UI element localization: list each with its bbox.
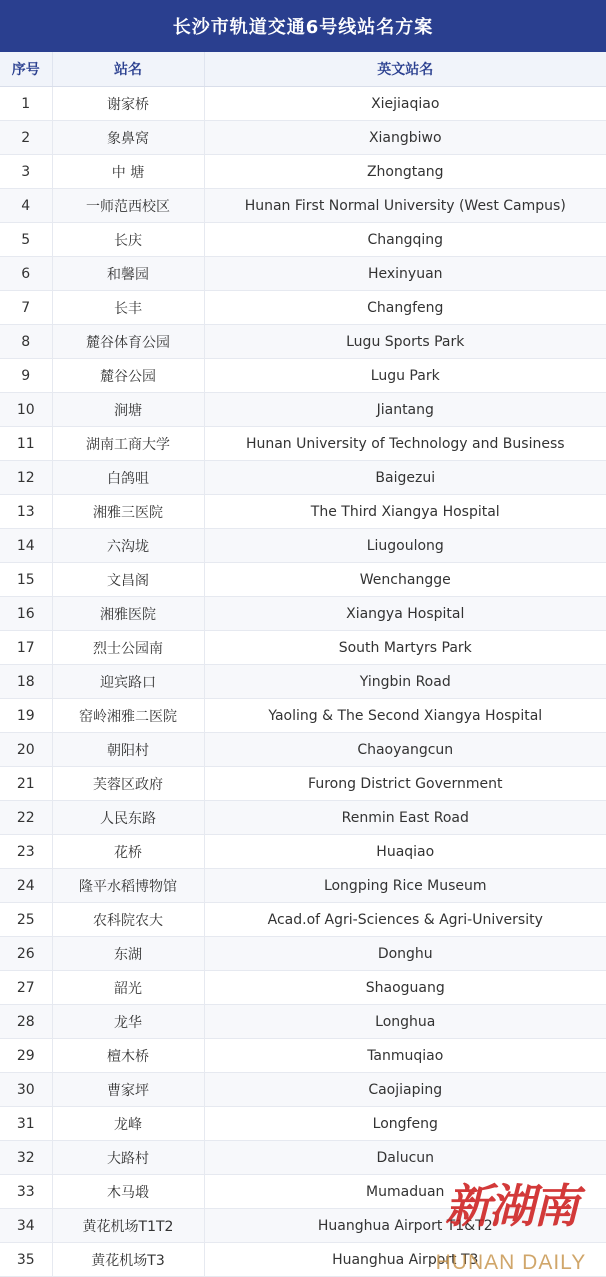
station-english-name: Dalucun [204,1141,606,1175]
table-row [0,597,606,631]
station-english-name: Huanghua Airport T1&T2 [204,1209,606,1243]
table-row [0,1039,606,1073]
station-index: 28 [0,1005,52,1039]
station-english-name: Xiejiaqiao [204,87,606,121]
station-english-name: Hunan First Normal University (West Campus) [204,189,606,223]
station-index: 5 [0,223,52,257]
watermark-logo: 新湖南 [445,1179,577,1233]
station-index: 4 [0,189,52,223]
station-index: 8 [0,325,52,359]
station-name: 黄花机场T1T2 [52,1209,204,1243]
station-index: 16 [0,597,52,631]
station-english-name: South Martyrs Park [204,631,606,665]
header-row [0,52,606,87]
station-english-name: Mumaduan [204,1175,606,1209]
table-row [0,1107,606,1141]
station-name: 烈士公园南 [52,631,204,665]
station-english-name: Baigezui [204,461,606,495]
station-english-name: Longfeng [204,1107,606,1141]
station-english-name: Donghu [204,937,606,971]
station-index: 11 [0,427,52,461]
column-header-index: 序号 [0,52,52,87]
station-name: 湘雅三医院 [52,495,204,529]
station-english-name: Furong District Government [204,767,606,801]
table-row [0,1073,606,1107]
station-name: 檀木桥 [52,1039,204,1073]
station-index: 17 [0,631,52,665]
station-english-name: Chaoyangcun [204,733,606,767]
table-row [0,529,606,563]
station-english-name: Hexinyuan [204,257,606,291]
station-name: 花桥 [52,835,204,869]
station-index: 7 [0,291,52,325]
station-name: 木马塅 [52,1175,204,1209]
station-index: 14 [0,529,52,563]
station-index: 24 [0,869,52,903]
table-row [0,189,606,223]
station-index: 19 [0,699,52,733]
table-row [0,257,606,291]
station-english-name: Longping Rice Museum [204,869,606,903]
station-english-name: Caojiaping [204,1073,606,1107]
station-english-name: Tanmuqiao [204,1039,606,1073]
station-table [0,52,606,1277]
station-index: 34 [0,1209,52,1243]
table-row [0,325,606,359]
table-row [0,1209,606,1243]
station-index: 29 [0,1039,52,1073]
station-name: 黄花机场T3 [52,1243,204,1277]
station-name: 中 塘 [52,155,204,189]
table-body [0,87,606,1277]
station-name: 麓谷体育公园 [52,325,204,359]
table-row [0,699,606,733]
station-index: 35 [0,1243,52,1277]
station-english-name: Huanghua Airport T3 [204,1243,606,1277]
station-name: 文昌阁 [52,563,204,597]
column-header-english: 英文站名 [204,52,606,87]
table-row [0,359,606,393]
station-index: 31 [0,1107,52,1141]
station-index: 10 [0,393,52,427]
table-row [0,767,606,801]
table-row [0,155,606,189]
table-row [0,87,606,121]
column-header-name: 站名 [52,52,204,87]
table-row [0,563,606,597]
table-row [0,631,606,665]
station-name: 芙蓉区政府 [52,767,204,801]
station-name: 农科院农大 [52,903,204,937]
table-row [0,427,606,461]
station-name: 长丰 [52,291,204,325]
station-name: 迎宾路口 [52,665,204,699]
station-name: 一师范西校区 [52,189,204,223]
table-title: 长沙市轨道交通6号线站名方案 [0,0,606,52]
station-name: 曹家坪 [52,1073,204,1107]
table-row [0,121,606,155]
station-name: 涧塘 [52,393,204,427]
station-index: 6 [0,257,52,291]
table-row [0,869,606,903]
station-english-name: Changfeng [204,291,606,325]
station-name: 窑岭湘雅二医院 [52,699,204,733]
table-row [0,1175,606,1209]
station-index: 30 [0,1073,52,1107]
station-index: 13 [0,495,52,529]
table-row [0,937,606,971]
table-header [0,52,606,87]
station-name: 人民东路 [52,801,204,835]
station-index: 2 [0,121,52,155]
station-english-name: Changqing [204,223,606,257]
table-row [0,665,606,699]
station-english-name: Yaoling & The Second Xiangya Hospital [204,699,606,733]
station-name: 韶光 [52,971,204,1005]
station-index: 26 [0,937,52,971]
station-english-name: Yingbin Road [204,665,606,699]
table-row [0,1243,606,1277]
station-index: 9 [0,359,52,393]
station-index: 12 [0,461,52,495]
station-english-name: Hunan University of Technology and Business [204,427,606,461]
station-name: 东湖 [52,937,204,971]
station-english-name: Liugoulong [204,529,606,563]
table-row [0,223,606,257]
station-english-name: Wenchangge [204,563,606,597]
table-row [0,733,606,767]
station-name: 湘雅医院 [52,597,204,631]
station-name: 和馨园 [52,257,204,291]
station-name: 龙峰 [52,1107,204,1141]
table-row [0,291,606,325]
station-english-name: Acad.of Agri-Sciences & Agri-University [204,903,606,937]
station-name: 龙华 [52,1005,204,1039]
station-index: 18 [0,665,52,699]
station-index: 22 [0,801,52,835]
station-name: 白鸽咀 [52,461,204,495]
station-name: 六沟垅 [52,529,204,563]
station-english-name: Renmin East Road [204,801,606,835]
table-row [0,1005,606,1039]
table-row [0,495,606,529]
table-row [0,835,606,869]
station-index: 27 [0,971,52,1005]
station-name: 麓谷公园 [52,359,204,393]
station-index: 23 [0,835,52,869]
station-english-name: Lugu Sports Park [204,325,606,359]
station-index: 15 [0,563,52,597]
station-index: 20 [0,733,52,767]
station-index: 21 [0,767,52,801]
station-index: 33 [0,1175,52,1209]
table-row [0,393,606,427]
station-english-name: Huaqiao [204,835,606,869]
table-row [0,1141,606,1175]
station-index: 32 [0,1141,52,1175]
station-name: 隆平水稻博物馆 [52,869,204,903]
station-index: 1 [0,87,52,121]
table-row [0,461,606,495]
watermark-subtitle: HUNAN DAILY [435,1251,587,1274]
station-name: 湖南工商大学 [52,427,204,461]
station-index: 25 [0,903,52,937]
station-english-name: Xiangbiwo [204,121,606,155]
station-english-name: Zhongtang [204,155,606,189]
station-name: 长庆 [52,223,204,257]
table-row [0,971,606,1005]
station-name: 大路村 [52,1141,204,1175]
station-english-name: The Third Xiangya Hospital [204,495,606,529]
station-index: 3 [0,155,52,189]
station-english-name: Lugu Park [204,359,606,393]
station-name: 象鼻窝 [52,121,204,155]
table-row [0,801,606,835]
station-english-name: Jiantang [204,393,606,427]
table-row [0,903,606,937]
station-name: 谢家桥 [52,87,204,121]
station-english-name: Longhua [204,1005,606,1039]
station-name: 朝阳村 [52,733,204,767]
station-english-name: Xiangya Hospital [204,597,606,631]
station-english-name: Shaoguang [204,971,606,1005]
